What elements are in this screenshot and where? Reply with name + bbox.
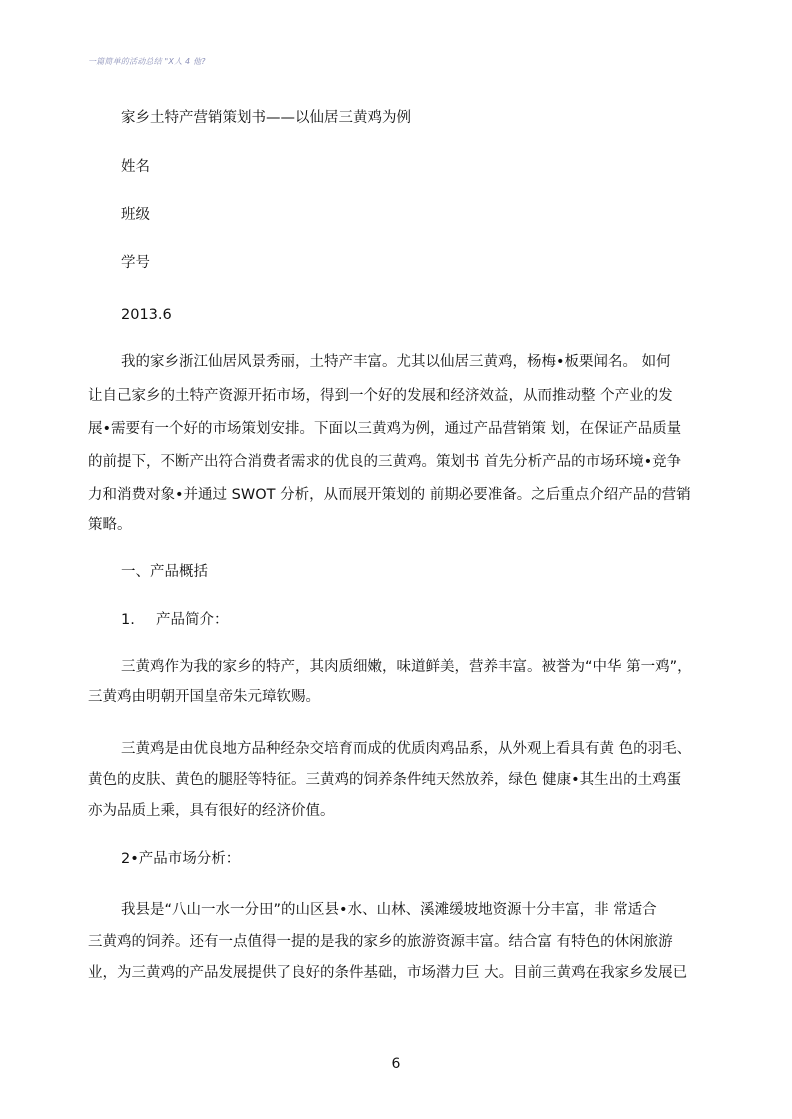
intro-line: 策略。	[88, 517, 132, 533]
section-heading: 一、产品概括	[121, 564, 208, 580]
paragraph-line: 亦为品质上乘，具有很好的经济价值。	[88, 803, 335, 819]
subsection-number: 1.	[121, 612, 135, 628]
page-number: 6	[391, 1056, 401, 1072]
paragraph-line: 三黄鸡的饲养。还有一点值得一提的是我的家乡的旅游资源丰富。结合富 有特色的休闲旅游	[88, 934, 673, 950]
class-label: 班级	[121, 207, 150, 223]
paragraph-line: 业，为三黄鸡的产品发展提供了良好的条件基础，市场潜力巨 大。目前三黄鸡在我家乡发展已	[88, 965, 688, 981]
intro-line: 让自己家乡的土特产资源开拓市场，得到一个好的发展和经济效益，从而推动整 个产业的发	[88, 388, 673, 404]
paragraph-line: 三黄鸡是由优良地方品种经杂交培育而成的优质肉鸡品系，从外观上看具有黄 色的羽毛、	[121, 741, 692, 757]
paragraph-line: 黄色的皮肤、黄色的腿胫等特征。三黄鸡的饲养条件纯天然放养，绿色 健康•其生出的土鸡蛋	[88, 772, 682, 788]
name-label: 姓名	[121, 159, 150, 175]
paragraph-line: 三黄鸡由明朝开国皇帝朱元璋钦赐。	[88, 689, 320, 705]
paragraph-line: 三黄鸡作为我的家乡的特产，其肉质细嫩，味道鲜美，营养丰富。被誉为“中华 第一鸡”，	[121, 659, 692, 675]
paragraph-line: 我县是“八山一水一分田”的山区县•水、山林、溪滩缓坡地资源十分丰富，非 常适合	[121, 902, 657, 918]
date: 2013.6	[121, 307, 172, 323]
intro-line: 力和消费对象•并通过 SWOT 分析，从而展开策划的 前期必要准备。之后重点介绍产品的营销	[88, 487, 691, 503]
document-title: 家乡土特产营销策划书——以仙居三黄鸡为例	[121, 110, 411, 126]
intro-line: 展•需要有一个好的市场策划安排。下面以三黄鸡为例，通过产品营销策 划，在保证产品质量	[88, 421, 682, 437]
student-id-label: 学号	[121, 255, 150, 271]
subsection-heading: 2•产品市场分析：	[121, 851, 241, 867]
header-note: 一篇简单的活动总结 "X人 4 他?	[88, 57, 206, 66]
intro-line: 的前提下，不断产出符合消费者需求的优良的三黄鸡。策划书 首先分析产品的市场环境•竞争	[88, 454, 682, 470]
subsection-title: 产品简介：	[156, 612, 229, 628]
intro-line: 我的家乡浙江仙居风景秀丽，土特产丰富。尤其以仙居三黄鸡，杨梅•板栗闻名。 如何	[121, 354, 671, 370]
